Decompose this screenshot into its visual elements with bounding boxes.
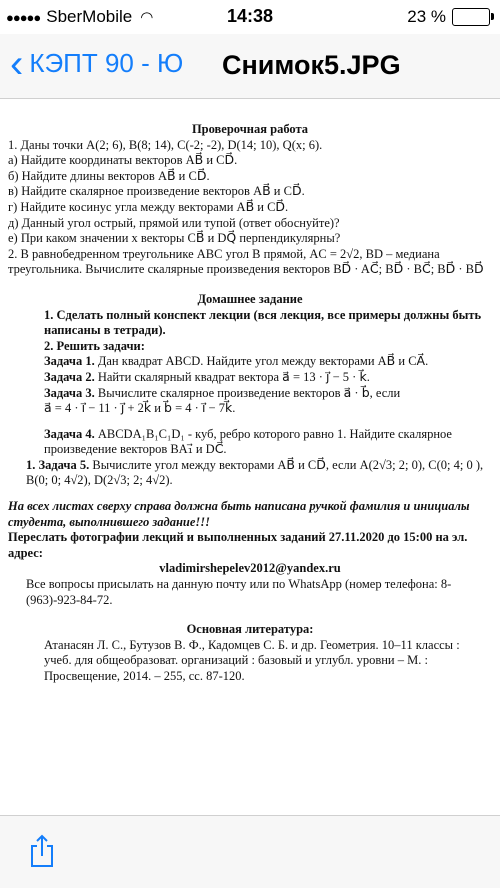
doc-line-3: б) Найдите длины векторов AB⃗ и CD⃗. <box>8 168 210 183</box>
doc-line-5: г) Найдите косинус угла между векторами AB⃗ и CD⃗. <box>8 199 289 214</box>
task-3-text: Вычислите скалярное произведение векторов a⃗ · b⃗, если <box>94 385 401 400</box>
document-image <box>0 122 500 685</box>
task-1-text: Дан квадрат ABCD. Найдите угол между векторами AB⃗ и CA⃗. <box>94 354 429 369</box>
back-button[interactable] <box>10 41 184 86</box>
share-icon[interactable] <box>30 834 54 868</box>
bottom-toolbar <box>0 815 500 888</box>
task-3 <box>0 386 500 402</box>
email-address: vladimirshepelev2012@yandex.ru <box>159 561 341 576</box>
task-2 <box>0 370 500 386</box>
task-4-label: Задача 4. <box>44 426 95 441</box>
carrier-name: SberMobile <box>46 7 133 26</box>
battery-percent: 23 % <box>407 7 446 26</box>
doc-line-7: е) При каком значении x векторы CB⃗ и DQ⃗ перпендикулярны? <box>8 231 341 246</box>
signal-icon: ●●●●● <box>6 9 41 25</box>
battery-group <box>407 7 490 27</box>
homework-item-1: 1. Сделать полный конспект лекции (вся лекция, все примеры должны быть написаны в тетради). <box>44 307 482 338</box>
questions-text: Все вопросы присылать на данную почту или по WhatsApp (номер телефона: 8-(963)-923-84-72. <box>26 577 452 607</box>
task-2-label: Задача 2. <box>44 369 95 384</box>
literature-text: Атанасян Л. С., Бутузов В. Ф., Кадомцев С. Б. и др. Геометрия. 10–11 классы : учеб. для общеобразоват. организаций : базовый и углубл. уровни – М. : Просвещение, 2014. – 255, сс. 87-120. <box>44 637 460 683</box>
doc-line-8: 2. В равнобедренном треугольнике ABC угол B прямой, AC = 2√2, BD – медиана треугольника. Вычислите скалярные произведения векторов BD⃗ · AC⃗; BD⃗ · BC⃗; BD⃗ · BD⃗ <box>8 246 484 277</box>
doc-line-1: 1. Даны точки A(2; 6), B(8; 14), C(-2; -2), D(14; 10), Q(x; 6). <box>8 137 323 152</box>
wifi-icon: ◠ <box>140 9 154 26</box>
task-5-text: Вычислите угол между векторами AB⃗ и CD⃗, если A(2√3; 2; 0), C(0; 4; 0 ), B(0; 0; 4√2), D(2√3; 2; 4√2). <box>26 457 484 488</box>
task-3-label: Задача 3. <box>44 385 95 400</box>
task-4-text: ABCDA₁B₁C₁D₁ - куб, ребро которого равно 1. Найдите скалярное произведение векторов BA₁⃗ и DC⃗. <box>44 426 452 457</box>
status-bar <box>0 0 500 34</box>
task-1 <box>0 354 500 370</box>
note: На всех листах сверху справа должна быть написана ручкой фамилия и инициалы студента, выполнившего задание!!! <box>8 499 470 529</box>
task-5-label: 1. Задача 5. <box>26 457 90 472</box>
homework-item-2: 2. Решить задачи: <box>44 338 145 353</box>
doc-line-4: в) Найдите скалярное произведение векторов AB⃗ и CD⃗. <box>8 184 305 199</box>
clock: 14:38 <box>226 6 274 26</box>
homework-title: Домашнее задание <box>197 291 303 306</box>
doc-title: Проверочная работа <box>191 122 309 136</box>
task-1-label: Задача 1. <box>44 354 95 369</box>
chevron-left-icon: ‹ <box>10 41 24 86</box>
navigation-bar <box>0 34 500 99</box>
page-title: Снимок5.JPG <box>222 50 401 80</box>
deadline: Переслать фотографии лекций и выполненных заданий 27.11.2020 до 15:00 на эл. адрес: <box>8 530 468 560</box>
doc-line-6: д) Данный угол острый, прямой или тупой (ответ обоснуйте)? <box>8 215 340 230</box>
back-label: КЭПТ 90 - Ю <box>29 48 184 78</box>
literature-title: Основная литература: <box>186 622 314 637</box>
task-3-formula: a⃗ = 4 · i⃗ − 11 · j⃗ + 2k⃗ и b⃗ = 4 · i⃗ − 7k⃗. <box>44 401 236 416</box>
task-5 <box>0 458 500 489</box>
battery-icon <box>452 8 490 26</box>
task-2-text: Найти скалярный квадрат вектора a⃗ = 13 · j⃗ − 5 · k⃗. <box>94 369 370 384</box>
task-4 <box>0 427 500 458</box>
doc-line-2: а) Найдите координаты векторов AB⃗ и CD⃗. <box>8 153 238 168</box>
